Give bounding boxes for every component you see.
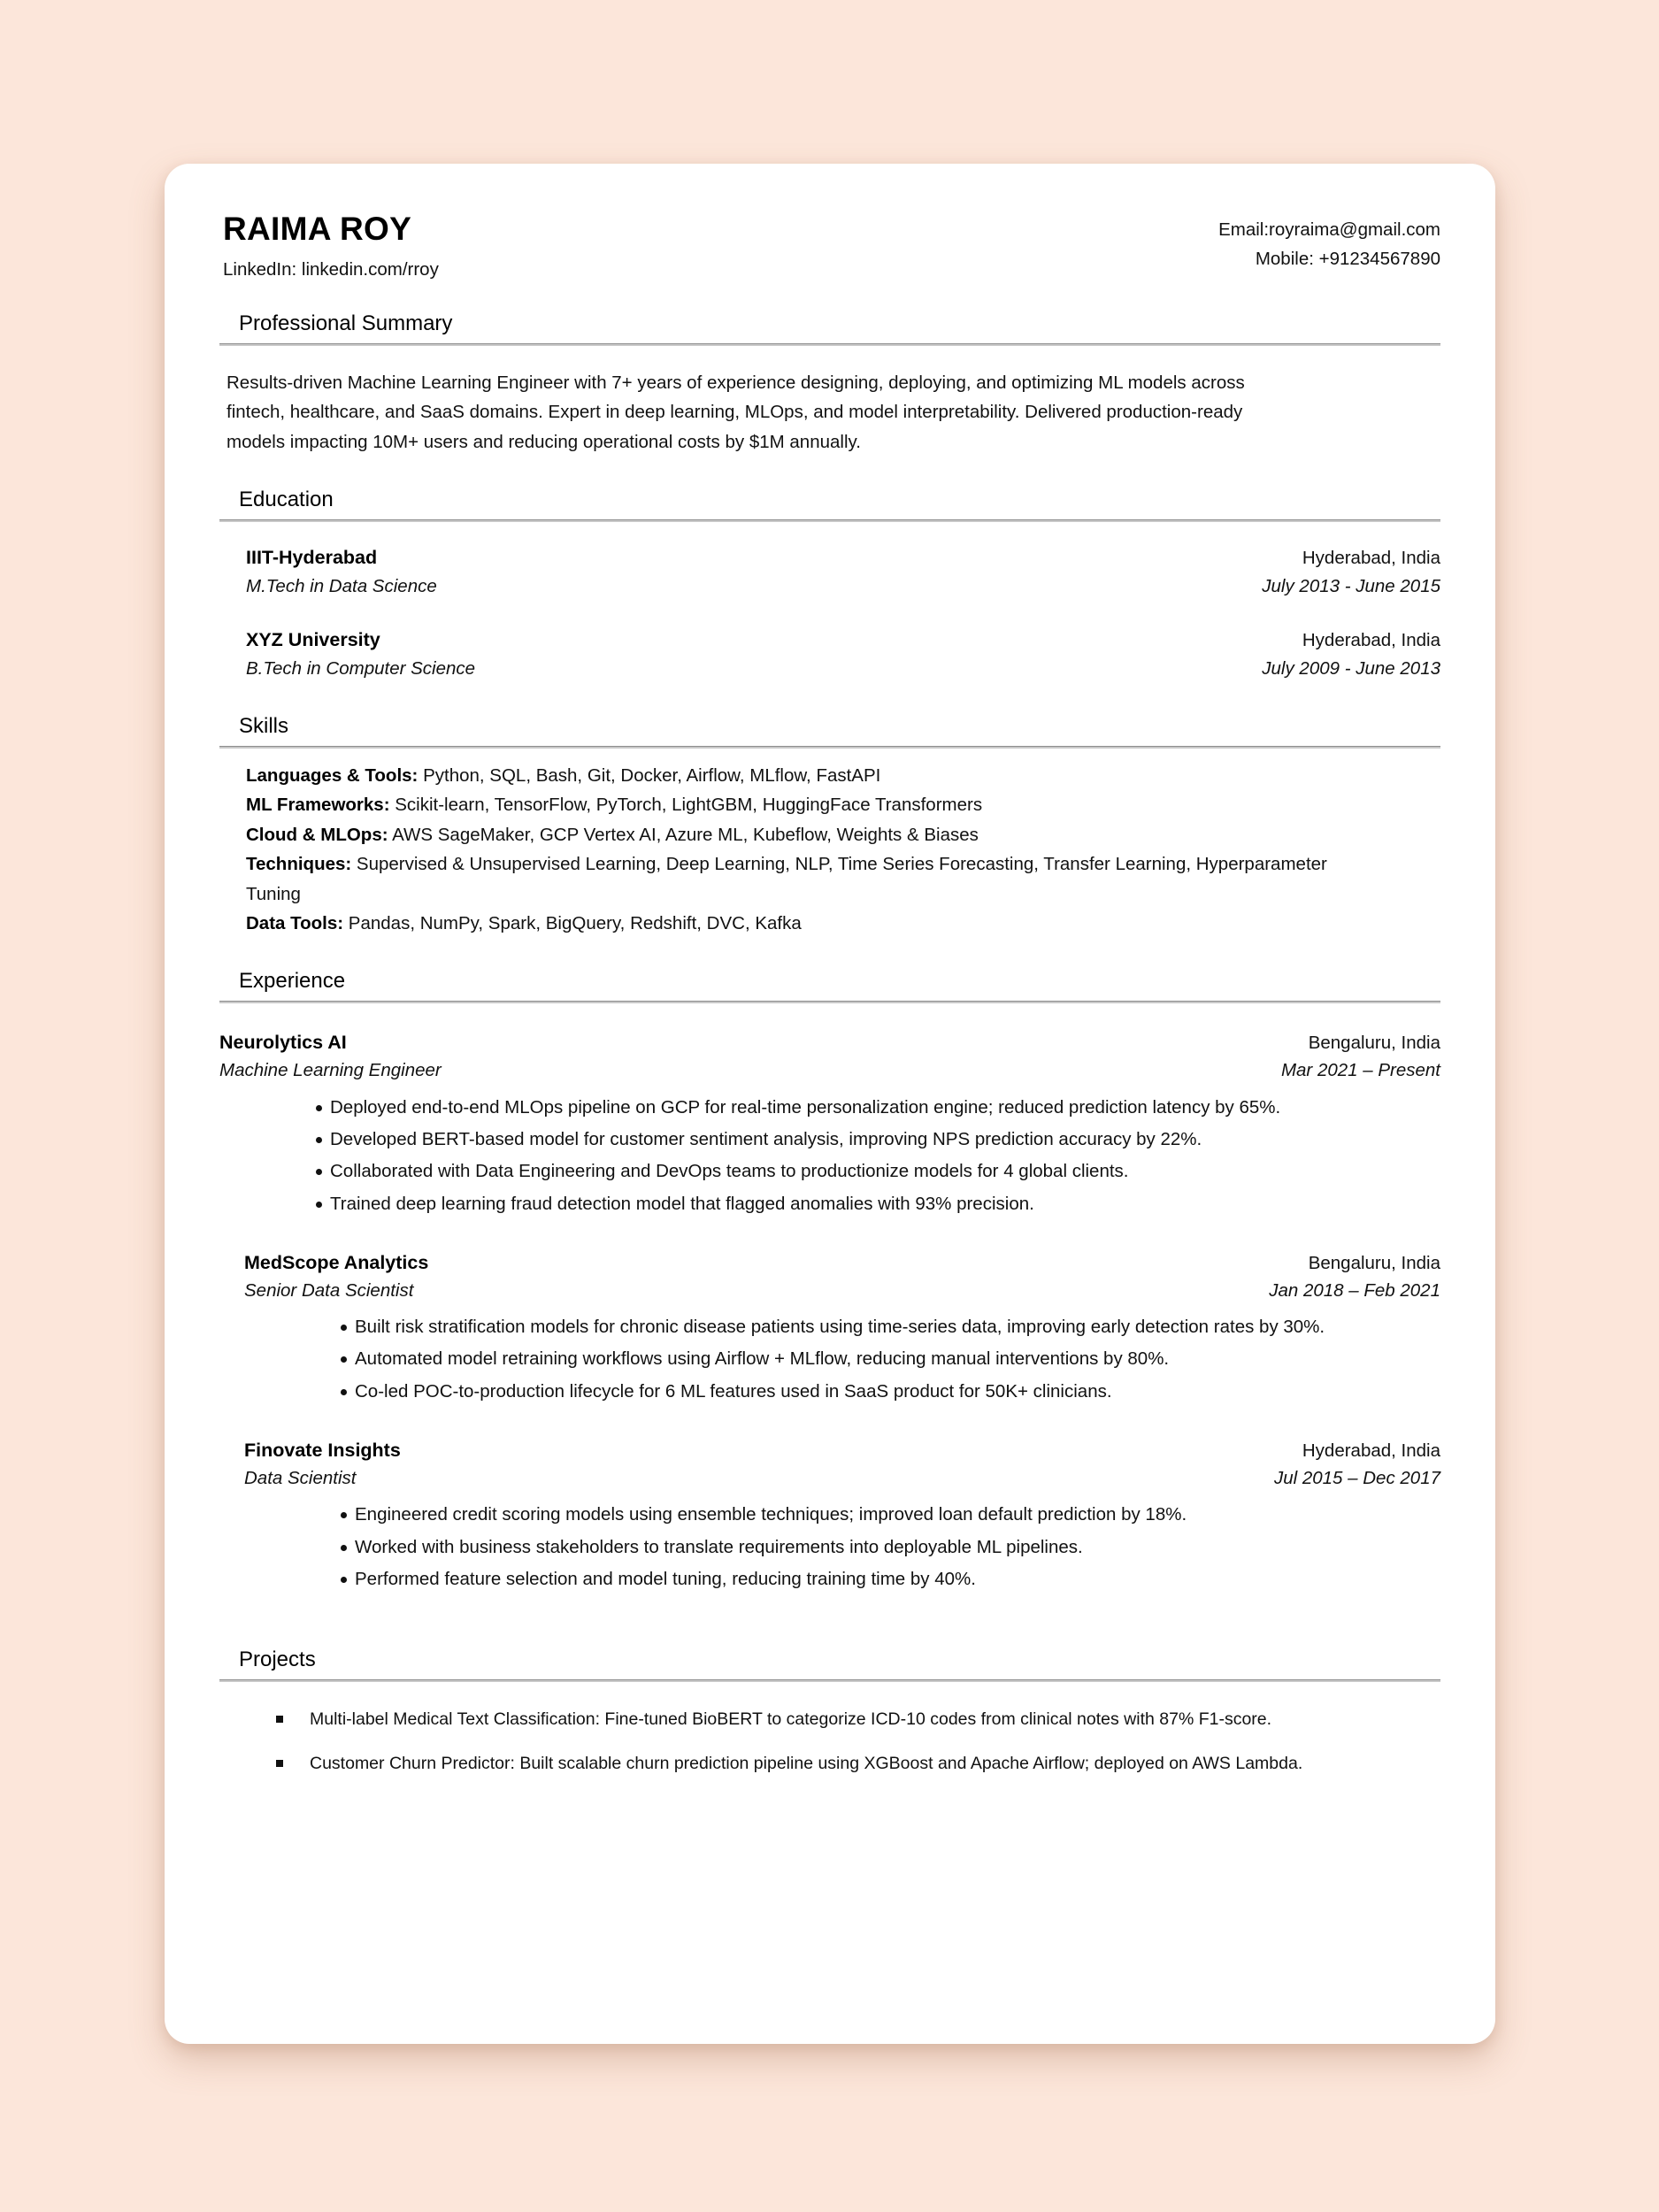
experience-bullet: Developed BERT-based model for customer sentiment analysis, improving NPS prediction accuracy by 22%. [315, 1125, 1372, 1154]
skills-list [219, 761, 1440, 938]
mobile-line: Mobile: +91234567890 [1255, 249, 1440, 270]
section-rule [219, 1001, 1440, 1003]
experience-role: Senior Data Scientist [244, 1279, 414, 1301]
resume-document [165, 164, 1495, 2044]
experience-bullet: Collaborated with Data Engineering and DevOps teams to productionize models for 4 global clients. [315, 1156, 1372, 1186]
email-line: Email:royraima@gmail.com [1218, 219, 1440, 240]
education-school: XYZ University [246, 628, 380, 650]
experience-company: MedScope Analytics [244, 1251, 429, 1273]
experience-entry-bottom [244, 1278, 1440, 1305]
skill-values: Scikit-learn, TensorFlow, PyTorch, LightGBM, HuggingFace Transformers [389, 795, 983, 816]
experience-entry [219, 1436, 1440, 1594]
experience-bullet: Automated model retraining workflows using Airflow + MLflow, reducing manual interventions by 80%. [340, 1344, 1397, 1373]
section-projects [219, 1647, 1440, 1778]
section-title-experience: Experience [239, 969, 346, 994]
section-education [219, 487, 1440, 683]
experience-company: Neurolytics AI [219, 1032, 347, 1054]
education-entry-bottom [246, 572, 1440, 601]
education-dates: July 2009 - June 2013 [1262, 658, 1440, 680]
experience-entry-top [244, 1248, 1440, 1278]
section-rule [219, 519, 1440, 522]
section-professional-summary [219, 311, 1440, 457]
experience-role: Machine Learning Engineer [219, 1060, 442, 1081]
contact-block [1218, 210, 1440, 273]
experience-entry-top [244, 1436, 1440, 1465]
experience-bullet: Worked with business stakeholders to translate requirements into deployable ML pipelines. [340, 1532, 1397, 1562]
project-item: Customer Churn Predictor: Built scalable churn prediction pipeline using XGBoost and Apache Airflow; deployed on AWS Lambda. [273, 1749, 1348, 1778]
education-entry [219, 626, 1440, 683]
experience-bullets [219, 1093, 1440, 1218]
education-degree: M.Tech in Data Science [246, 576, 437, 597]
skill-category-label: Languages & Tools: [246, 765, 419, 787]
experience-list [219, 1028, 1440, 1594]
experience-dates: Jan 2018 – Feb 2021 [1269, 1279, 1440, 1301]
experience-bullet: Trained deep learning fraud detection model that flagged anomalies with 93% precision. [315, 1189, 1372, 1218]
experience-role: Data Scientist [244, 1467, 357, 1488]
experience-bullet: Performed feature selection and model tuning, reducing training time by 40%. [340, 1564, 1397, 1594]
skill-row [246, 761, 1370, 790]
skill-row [246, 790, 1370, 819]
skill-values: Python, SQL, Bash, Git, Docker, Airflow, MLflow, FastAPI [418, 765, 881, 787]
experience-entry-bottom [219, 1057, 1440, 1085]
skill-category-label: Techniques: [246, 854, 352, 875]
section-title-summary: Professional Summary [239, 311, 453, 336]
projects-list [219, 1705, 1440, 1778]
education-entry-bottom [246, 655, 1440, 683]
education-entry-top [246, 626, 1440, 655]
skill-category-label: Cloud & MLOps: [246, 824, 388, 845]
education-dates: July 2013 - June 2015 [1262, 576, 1440, 597]
experience-location: Hyderabad, India [1302, 1440, 1440, 1461]
experience-entry [219, 1028, 1440, 1217]
skill-row [246, 909, 1370, 938]
education-degree: B.Tech in Computer Science [246, 658, 476, 680]
experience-bullet: Engineered credit scoring models using ensemble techniques; improved loan default prediction by 18%. [340, 1500, 1397, 1529]
resume-header [219, 210, 1440, 280]
skill-category-label: ML Frameworks: [246, 795, 390, 816]
experience-bullet: Co-led POC-to-production lifecycle for 6 ML features used in SaaS product for 50K+ clinicians. [340, 1377, 1397, 1406]
education-location: Hyderabad, India [1302, 629, 1440, 650]
experience-entry [219, 1248, 1440, 1406]
linkedin-line: LinkedIn: linkedin.com/rroy [223, 258, 439, 280]
education-entry [219, 543, 1440, 601]
education-entry-top [246, 543, 1440, 572]
skill-row [246, 849, 1370, 909]
skill-values: Pandas, NumPy, Spark, BigQuery, Redshift, DVC, Kafka [343, 913, 802, 934]
experience-company: Finovate Insights [244, 1439, 401, 1461]
education-list [219, 543, 1440, 683]
identity-block [223, 210, 439, 280]
experience-location: Bengaluru, India [1308, 1252, 1440, 1273]
section-rule [219, 343, 1440, 346]
skill-values: Supervised & Unsupervised Learning, Deep Learning, NLP, Time Series Forecasting, Transfer Learning, Hyperparameter Tuning [246, 854, 1327, 904]
experience-dates: Jul 2015 – Dec 2017 [1273, 1467, 1440, 1488]
section-rule [219, 1679, 1440, 1682]
skill-row [246, 820, 1370, 849]
section-skills [219, 713, 1440, 938]
project-item: Multi-label Medical Text Classification: Fine-tuned BioBERT to categorize ICD-10 codes from clinical notes with 87% F1-score. [273, 1705, 1348, 1733]
experience-entry-top [219, 1028, 1440, 1057]
skill-category-label: Data Tools: [246, 913, 344, 934]
section-title-projects: Projects [239, 1647, 316, 1671]
experience-bullet: Built risk stratification models for chronic disease patients using time-series data, improving early detection rates by 30%. [340, 1312, 1397, 1341]
experience-location: Bengaluru, India [1308, 1033, 1440, 1054]
skill-values: AWS SageMaker, GCP Vertex AI, Azure ML, Kubeflow, Weights & Biases [388, 824, 979, 845]
education-location: Hyderabad, India [1302, 547, 1440, 568]
experience-bullets [244, 1312, 1440, 1406]
section-experience [219, 968, 1440, 1594]
experience-bullets [244, 1500, 1440, 1594]
section-title-education: Education [239, 487, 334, 511]
section-rule [219, 746, 1440, 749]
education-school: IIIT-Hyderabad [246, 546, 378, 568]
experience-entry-bottom [244, 1465, 1440, 1493]
experience-bullet: Deployed end-to-end MLOps pipeline on GCP for real-time personalization engine; reduced prediction latency by 65%. [315, 1093, 1372, 1122]
candidate-name: RAIMA ROY [223, 211, 412, 247]
summary-text: Results-driven Machine Learning Engineer with 7+ years of experience designing, deploying, and optimizing ML models across fintech, healthcare, and SaaS domains. Expert in deep learning, MLOps, and model interpretability. Delivered production-ready models impacting 10M+ users and reducing operational costs by $1M annually. [227, 373, 1245, 452]
experience-dates: Mar 2021 – Present [1280, 1060, 1440, 1081]
section-title-skills: Skills [239, 714, 289, 739]
